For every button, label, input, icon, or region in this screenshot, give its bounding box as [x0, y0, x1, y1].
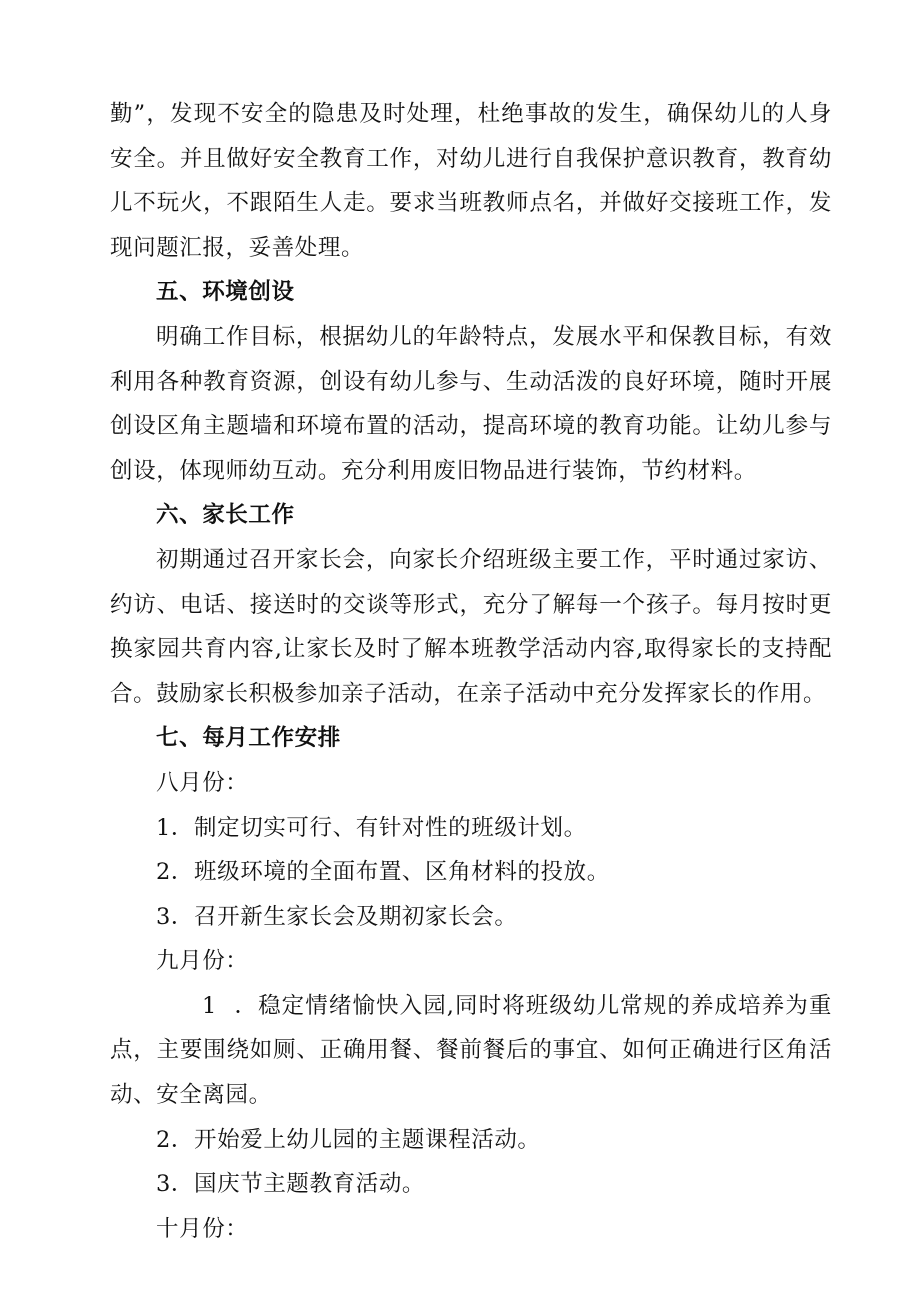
month-label-october: 十月份：	[156, 1215, 249, 1242]
september-item-3: 3．国庆节主题教育活动。	[156, 1171, 426, 1198]
paragraph-safety: 勤”，发现不安全的隐患及时处理，杜绝事故的发生，确保幼儿的人身安全。并且做好安全教育工作，对幼儿进行自我保护意识教育，教育幼儿不玩火，不跟陌生人走。要求当班教师点名，并做好交接班工作，发现问题汇报，妥善处理。	[110, 101, 832, 261]
august-item-3: 3．召开新生家长会及期初家长会。	[156, 903, 518, 930]
document-page	[110, 92, 832, 1251]
september-item-1	[110, 984, 832, 1118]
month-label-august: 八月份：	[156, 769, 249, 796]
section-heading-environment: 五、环境创设	[156, 279, 295, 306]
month-label-september: 九月份：	[156, 948, 249, 975]
paragraph-environment: 明确工作目标，根据幼儿的年龄特点，发展水平和保教目标，有效利用各种教育资源，创设有幼儿参与、生动活泼的良好环境，随时开展创设区角主题墙和环境布置的活动，提高环境的教育功能。让幼儿参与创设，体现师幼互动。充分利用废旧物品进行装饰，节约材料。	[110, 323, 832, 484]
september-item-1-number: 1	[202, 992, 217, 1019]
paragraph-parents: 初期通过召开家长会，向家长介绍班级主要工作，平时通过家访、约访、电话、接送时的交谈等形式，充分了解每一个孩子。每月按时更换家园共育内容,让家长及时了解本班教学活动内容,取得家长的支持配合。鼓励家长积极参加亲子活动，在亲子活动中充分发挥家长的作用。	[110, 546, 832, 707]
section-heading-monthly: 七、每月工作安排	[156, 725, 341, 752]
september-item-2: 2．开始爱上幼儿园的主题课程活动。	[156, 1126, 541, 1153]
august-item-1: 1．制定切实可行、有针对性的班级计划。	[156, 814, 587, 841]
section-heading-parents: 六、家长工作	[156, 502, 295, 529]
september-item-1-text: ．稳定情绪愉快入园,同时将班级幼儿常规的养成培养为重点，主要围绕如厕、正确用餐、餐前餐后的事宜、如何正确进行区角活动、安全离园。	[110, 992, 832, 1109]
august-item-2: 2．班级环境的全面布置、区角材料的投放。	[156, 859, 610, 886]
